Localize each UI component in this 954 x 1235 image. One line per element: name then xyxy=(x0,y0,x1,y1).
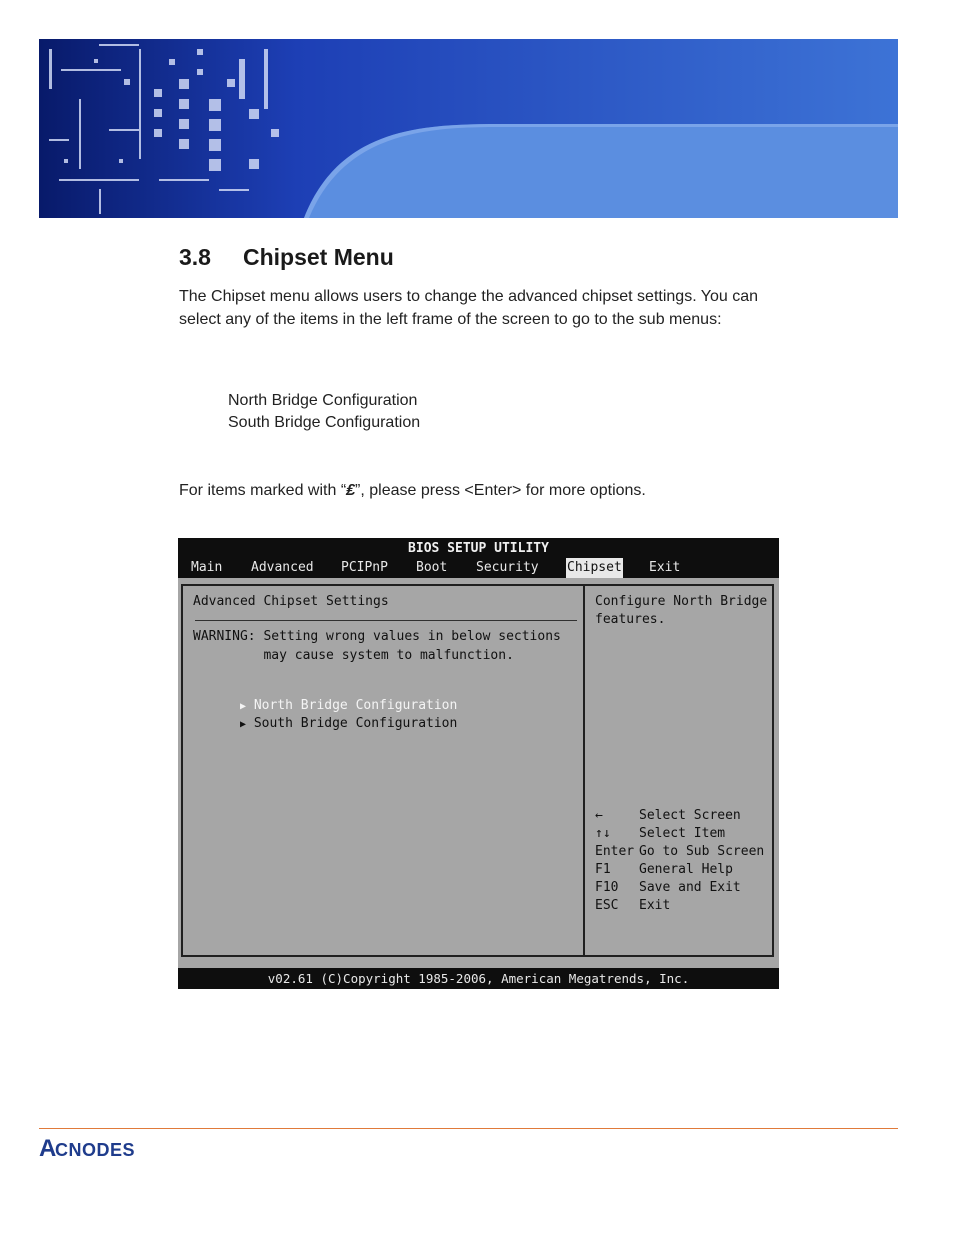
circuit-board-graphic xyxy=(39,39,898,218)
key-hint-key: ESC xyxy=(595,898,619,913)
bios-warning-line2: may cause system to malfunction. xyxy=(193,648,514,663)
submenu-arrow-icon: ▶ xyxy=(239,719,246,730)
bios-left-panel xyxy=(181,584,585,957)
key-hint-row xyxy=(595,862,733,877)
bios-help-line1: Configure North Bridge xyxy=(595,594,768,609)
submenu-list xyxy=(228,390,420,434)
bios-menu-security[interactable]: Security xyxy=(476,560,539,575)
key-hint-desc: Save and Exit xyxy=(639,880,741,895)
up-down-arrow-icon: ↑↓ xyxy=(595,826,611,841)
bios-copyright-bar: v02.61 (C)Copyright 1985-2006, American Megatrends, Inc. xyxy=(178,968,779,989)
bios-warning-line1: WARNING: Setting wrong values in below sections xyxy=(193,629,561,644)
bios-menu-chipset[interactable]: Chipset xyxy=(566,558,623,578)
bios-screenshot xyxy=(178,538,779,989)
note-text-before: For items marked with “ xyxy=(179,482,347,499)
svg-text:CNODES: CNODES xyxy=(55,1140,136,1160)
bios-menu-exit[interactable]: Exit xyxy=(649,560,681,575)
section-heading xyxy=(179,244,394,271)
bios-menu-advanced[interactable]: Advanced xyxy=(251,560,314,575)
key-hint-row xyxy=(595,826,725,841)
bios-panel-heading: Advanced Chipset Settings xyxy=(193,594,389,609)
svg-text:A: A xyxy=(39,1135,56,1162)
submenu-note xyxy=(179,479,646,502)
key-hint-desc: Exit xyxy=(639,898,671,913)
key-hint-desc: Select Item xyxy=(639,826,726,841)
submenu-arrow-icon: ▶ xyxy=(239,701,246,712)
acnodes-logo-graphic xyxy=(39,1135,199,1163)
key-hint-row xyxy=(595,808,741,823)
section-number: 3.8 xyxy=(179,244,211,270)
bios-help-line2: features. xyxy=(595,612,666,627)
key-hint-row xyxy=(595,880,741,895)
submenu-item-north-bridge: North Bridge Configuration xyxy=(228,392,418,409)
note-text-after: ”, please press <Enter> for more options. xyxy=(355,482,646,499)
key-hint-key: Enter xyxy=(595,844,635,859)
key-hint-desc: Select Screen xyxy=(639,808,741,823)
bios-divider xyxy=(195,620,577,621)
bios-item-label: South Bridge Configuration xyxy=(253,716,458,731)
key-hint-key: F10 xyxy=(595,880,619,895)
submenu-item-south-bridge: South Bridge Configuration xyxy=(228,414,421,431)
bios-help-panel xyxy=(585,584,774,957)
key-hint-row xyxy=(595,898,670,913)
bios-menu-boot[interactable]: Boot xyxy=(416,560,448,575)
intro-paragraph: The Chipset menu allows users to change the advanced chipset settings. You can select any of the items in the left frame of the screen to go to the sub menus: xyxy=(179,288,759,328)
key-hint-row xyxy=(595,844,764,859)
bios-menubar xyxy=(178,558,779,578)
key-hint-desc: Go to Sub Screen xyxy=(639,844,765,859)
bios-item-label: North Bridge Configuration xyxy=(253,698,458,713)
section-title: Chipset Menu xyxy=(243,244,394,270)
acnodes-logo xyxy=(39,1135,199,1168)
bios-menu-pcipnp[interactable]: PCIPnP xyxy=(341,560,388,575)
bios-item-south-bridge[interactable] xyxy=(193,701,457,746)
key-hint-key: F1 xyxy=(595,862,611,877)
header-banner xyxy=(39,39,898,218)
left-arrow-icon: ← xyxy=(595,808,603,823)
bios-title: BIOS SETUP UTILITY xyxy=(178,538,779,558)
bios-menu-main[interactable]: Main xyxy=(191,560,223,575)
key-hint-desc: General Help xyxy=(639,862,733,877)
submenu-symbol-icon: ₤ xyxy=(346,482,356,499)
footer-rule xyxy=(39,1128,898,1129)
